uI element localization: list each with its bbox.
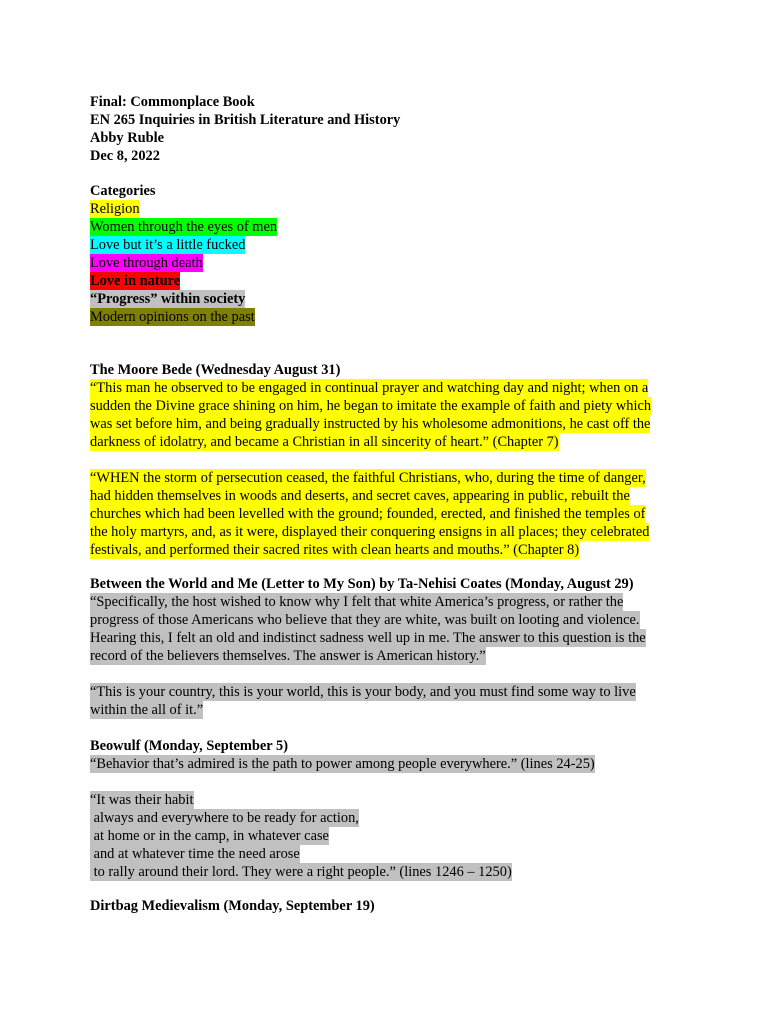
category-progress: “Progress” within society <box>90 291 246 307</box>
section-heading: Between the World and Me (Letter to My Son) by Ta-Nehisi Coates (Monday, August 29) <box>90 576 634 592</box>
quote-line: “Behavior that’s admired is the path to power among people everywhere.” (lines 24-25) <box>90 756 595 772</box>
categories-legend <box>90 182 690 326</box>
section-heading: Dirtbag Medievalism (Monday, September 19) <box>90 898 375 914</box>
category-modern-opinions: Modern opinions on the past <box>90 309 255 325</box>
quote-line: the holy martyrs, and, as it were, displayed their conquering ensigns in all places; they celebrated <box>90 524 650 540</box>
quote-line: “Specifically, the host wished to know why I felt that white America’s progress, or rather the <box>90 594 624 610</box>
category-religion: Religion <box>90 201 140 217</box>
section-heading: Beowulf (Monday, September 5) <box>90 738 288 754</box>
section-beowulf <box>90 737 690 881</box>
quote-line: festivals, and performed their sacred rites with clean hearts and mouths.” (Chapter 8) <box>90 542 580 558</box>
quote-block <box>90 469 690 559</box>
quote-line: Hearing this, I felt an old and indistinct sadness well up in me. The answer to this question is the <box>90 630 646 646</box>
quote-block <box>90 755 690 773</box>
quote-line: record of the believers themselves. The answer is American history.” <box>90 648 486 664</box>
quote-line: sudden the Divine grace shining on him, he began to imitate the example of faith and piety which <box>90 398 652 414</box>
quote-line: to rally around their lord. They were a right people.” (lines 1246 – 1250) <box>90 864 512 880</box>
section-moore-bede <box>90 361 690 559</box>
quote-block <box>90 791 690 881</box>
quote-block <box>90 683 690 719</box>
quote-line: and at whatever time the need arose <box>90 846 300 862</box>
section-heading: The Moore Bede (Wednesday August 31) <box>90 362 341 378</box>
quote-line: “It was their habit <box>90 792 194 808</box>
quote-block <box>90 379 690 451</box>
section-between-the-world-and-me <box>90 575 690 719</box>
category-love-death: Love through death <box>90 255 203 271</box>
quote-line: progress of those Americans who believe that they are white, was built on looting and violence. <box>90 612 640 628</box>
quote-line: at home or in the camp, in whatever case <box>90 828 329 844</box>
quote-line: “This is your country, this is your world, this is your body, and you must find some way to live <box>90 684 636 700</box>
author-name: Abby Ruble <box>90 130 164 146</box>
quote-line: within the all of it.” <box>90 702 204 718</box>
quote-line: darkness of idolatry, and became a Christian in all sincerity of heart.” (Chapter 7) <box>90 434 559 450</box>
document-date: Dec 8, 2022 <box>90 148 160 164</box>
quote-line: churches which had been levelled with the ground; founded, erected, and finished the temples of <box>90 506 646 522</box>
quote-line: had hidden themselves in woods and deserts, and secret caves, appearing in public, rebuilt the <box>90 488 630 504</box>
category-women: Women through the eyes of men <box>90 219 278 235</box>
section-dirtbag-medievalism <box>90 897 690 915</box>
quote-block <box>90 593 690 665</box>
course-name: EN 265 Inquiries in British Literature and History <box>90 112 401 128</box>
category-love-nature: Love in nature <box>90 273 181 289</box>
quote-line: “This man he observed to be engaged in continual prayer and watching day and night; when on a <box>90 380 649 396</box>
categories-heading: Categories <box>90 183 156 199</box>
quote-line: always and everywhere to be ready for action, <box>90 810 359 826</box>
category-love-fucked: Love but it’s a little fucked <box>90 237 246 253</box>
document-header <box>90 93 690 165</box>
document-title: Final: Commonplace Book <box>90 94 255 110</box>
quote-line: was set before him, and being gradually instructed by his wholesome admonitions, he cast off the <box>90 416 651 432</box>
quote-line: “WHEN the storm of persecution ceased, the faithful Christians, who, during the time of danger, <box>90 470 646 486</box>
